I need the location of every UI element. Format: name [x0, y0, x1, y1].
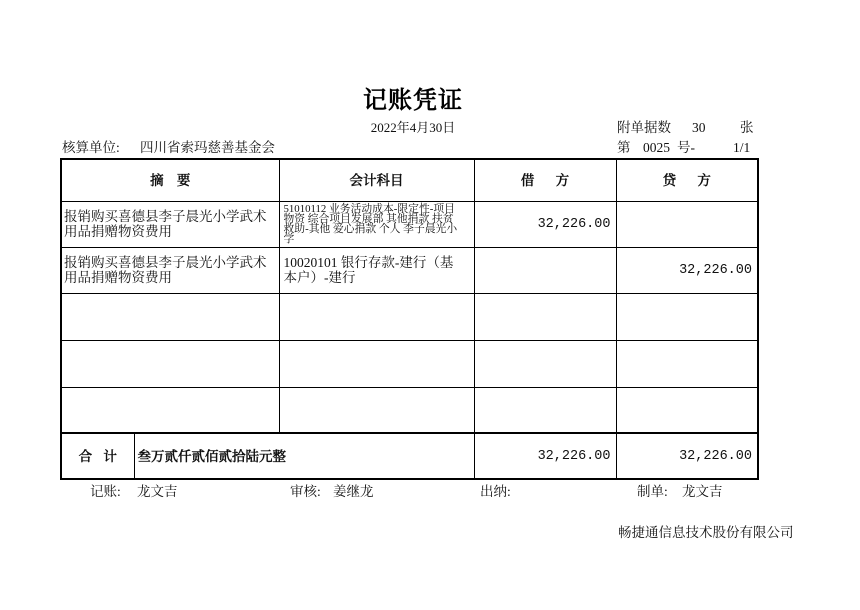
- account-line: 物资 综合项目发展部 其他捐款 扶贫: [283, 213, 454, 225]
- header-account: 会计科目: [279, 159, 474, 201]
- total-amount-in-words: 叁万贰仟贰佰贰拾陆元整: [134, 433, 474, 479]
- account-cell: [279, 247, 474, 293]
- voucher-title: 记账凭证: [363, 86, 463, 114]
- cashier-label: 出纳:: [480, 484, 511, 499]
- account-line: 本户）-建行: [283, 270, 356, 285]
- credit-cell: 32,226.00: [616, 247, 758, 293]
- account-cell: [279, 201, 474, 247]
- debit-cell: 32,226.00: [474, 201, 616, 247]
- voucher-date: 2022年4月30日: [370, 120, 456, 135]
- table-row: [61, 201, 758, 247]
- voucher-table: [60, 158, 759, 480]
- table-row-empty: [61, 293, 758, 340]
- summary-cell: 报销购买喜德县李子晨光小学武术用品捐赠物资费用: [61, 247, 279, 293]
- summary-cell: [61, 340, 279, 387]
- accounting-unit-name: 四川省索玛慈善基金会: [140, 140, 275, 155]
- total-label: 合 计: [61, 433, 134, 479]
- total-row: [61, 433, 758, 479]
- table-header-row: [61, 159, 758, 201]
- account-cell: [279, 293, 474, 340]
- total-credit: 32,226.00: [616, 433, 758, 479]
- account-line: 51010112 业务活动成本-限定性-项目: [283, 203, 455, 215]
- summary-cell: [61, 387, 279, 433]
- voucher-page-count: 1/1: [733, 140, 751, 155]
- summary-cell: 报销购买喜德县李子晨光小学武术用品捐赠物资费用: [61, 201, 279, 247]
- header-credit: 贷 方: [616, 159, 758, 201]
- account-cell: [279, 340, 474, 387]
- voucher-number-suffix: 号-: [677, 140, 695, 155]
- accounting-unit-label: 核算单位:: [62, 140, 120, 155]
- account-cell: [279, 387, 474, 433]
- attachments-count: 30: [692, 120, 706, 135]
- attachments-unit: 张: [740, 120, 754, 135]
- credit-cell: [616, 293, 758, 340]
- table-row-empty: [61, 387, 758, 433]
- total-debit: 32,226.00: [474, 433, 616, 479]
- preparer-label: 制单:: [637, 484, 668, 499]
- account-line: 10020101 银行存款-建行（基: [283, 255, 454, 270]
- account-line: 救助-其他 爱心捐款 个人 李子晨光小: [283, 223, 458, 235]
- reviewer-name: 姜继龙: [333, 484, 374, 499]
- header-debit: 借 方: [474, 159, 616, 201]
- voucher-number-prefix: 第: [617, 140, 631, 155]
- credit-cell: [616, 201, 758, 247]
- summary-cell: [61, 293, 279, 340]
- table-row-empty: [61, 340, 758, 387]
- bookkeeper-name: 龙文吉: [137, 484, 178, 499]
- attachments-label: 附单据数: [617, 120, 671, 135]
- preparer-name: 龙文吉: [682, 484, 723, 499]
- debit-cell: [474, 247, 616, 293]
- bookkeeper-label: 记账:: [90, 484, 121, 499]
- credit-cell: [616, 387, 758, 433]
- software-vendor-footer: 畅捷通信息技术股份有限公司: [618, 525, 794, 540]
- debit-cell: [474, 293, 616, 340]
- account-line: 学: [283, 233, 295, 245]
- debit-cell: [474, 340, 616, 387]
- debit-cell: [474, 387, 616, 433]
- voucher-number: 0025: [643, 140, 670, 155]
- credit-cell: [616, 340, 758, 387]
- table-row: [61, 247, 758, 293]
- reviewer-label: 审核:: [290, 484, 321, 499]
- header-summary: 摘 要: [61, 159, 279, 201]
